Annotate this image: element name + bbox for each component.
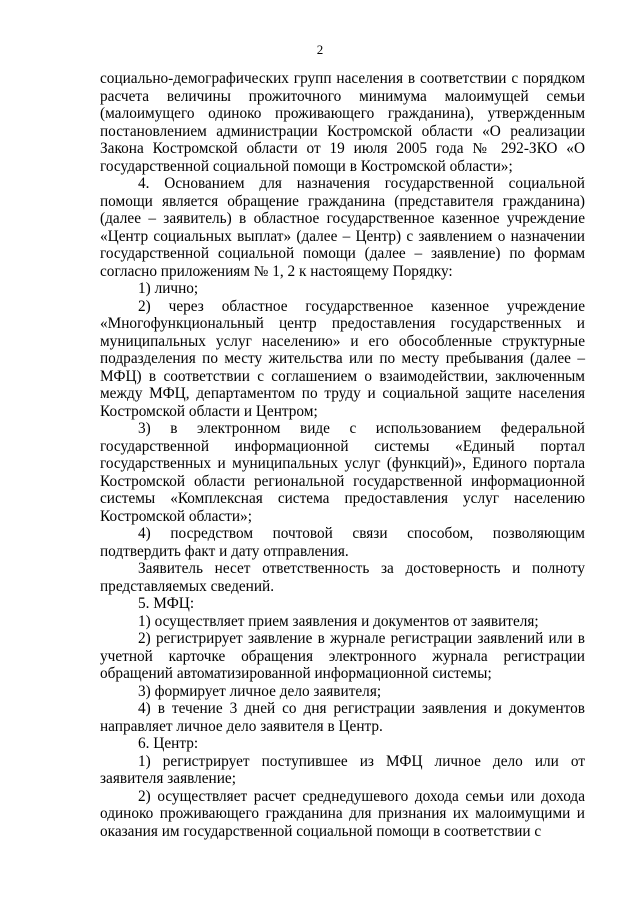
paragraph-2: 4. Основанием для назначения государственной социальной помощи является обращение гражданина (представителя гражданина) (далее – заявитель) в областное государственное казенное учреждение «Центр социальных выплат» (далее – Центр) с заявлением о назначении государственной социальной помощи (далее – заявление) по формам согласно приложениям № 1, 2 к настоящему Порядку:	[100, 175, 585, 280]
paragraph-13: 6. Центр:	[138, 735, 199, 752]
page-number: 2	[316, 42, 324, 57]
paragraph-4: 2) через областное государственное казенное учреждение «Многофункциональный центр предоставления государственных и муниципальных услуг населению» и его обособленные структурные подразделения по месту жительства или по месту пребывания (далее – МФЦ) в соответствии с соглашением о взаимодействии, заключенным между МФЦ, департаментом по труду и социальной защите населения Костромской области и Центром;	[100, 297, 585, 420]
paragraph-1: социально-демографических групп населения в соответствии с порядком расчета величины прожиточного минимума малоимущей семьи (малоимущего одиноко проживающего гражданина), утвержденным постановлением администрации Костромской области «О реализации Закона Костромской области от 19 июля 2005 года № 292-ЗКО «О государственной социальной помощи в Костромской области»;	[100, 70, 585, 175]
paragraph-9: 1) осуществляет прием заявления и документов от заявителя;	[138, 612, 539, 630]
paragraph-14: 1) регистрирует поступившее из МФЦ личное дело или от заявителя заявление;	[100, 752, 585, 787]
paragraph-8: 5. МФЦ:	[138, 595, 195, 612]
paragraph-3: 1) лично;	[138, 280, 199, 297]
paragraph-5: 3) в электронном виде с использованием федеральной государственной информационной системы «Единый портал государственных и муниципальных услуг (функций)», Единого портала Костромской области региональной государственной информационной системы «Комплексная система предоставления услуг населению Костромской области»;	[100, 420, 585, 525]
paragraph-6: 4) посредством почтовой связи способом, позволяющим подтвердить факт и дату отправления.	[100, 525, 585, 560]
document-body	[100, 70, 585, 840]
paragraph-7: Заявитель несет ответственность за достоверность и полноту представляемых сведений.	[100, 560, 585, 595]
paragraph-12: 4) в течение 3 дней со дня регистрации заявления и документов направляет личное дело заявителя в Центр.	[100, 700, 585, 735]
paragraph-15: 2) осуществляет расчет среднедушевого дохода семьи или дохода одиноко проживающего гражданина для признания их малоимущими и оказания им государственной социальной помощи в соответствии с	[100, 787, 585, 840]
paragraph-11: 3) формирует личное дело заявителя;	[138, 682, 382, 700]
paragraph-10: 2) регистрирует заявление в журнале регистрации заявлений или в учетной карточке обращения электронного журнала регистрации обращений автоматизированной информационной системы;	[100, 630, 585, 682]
